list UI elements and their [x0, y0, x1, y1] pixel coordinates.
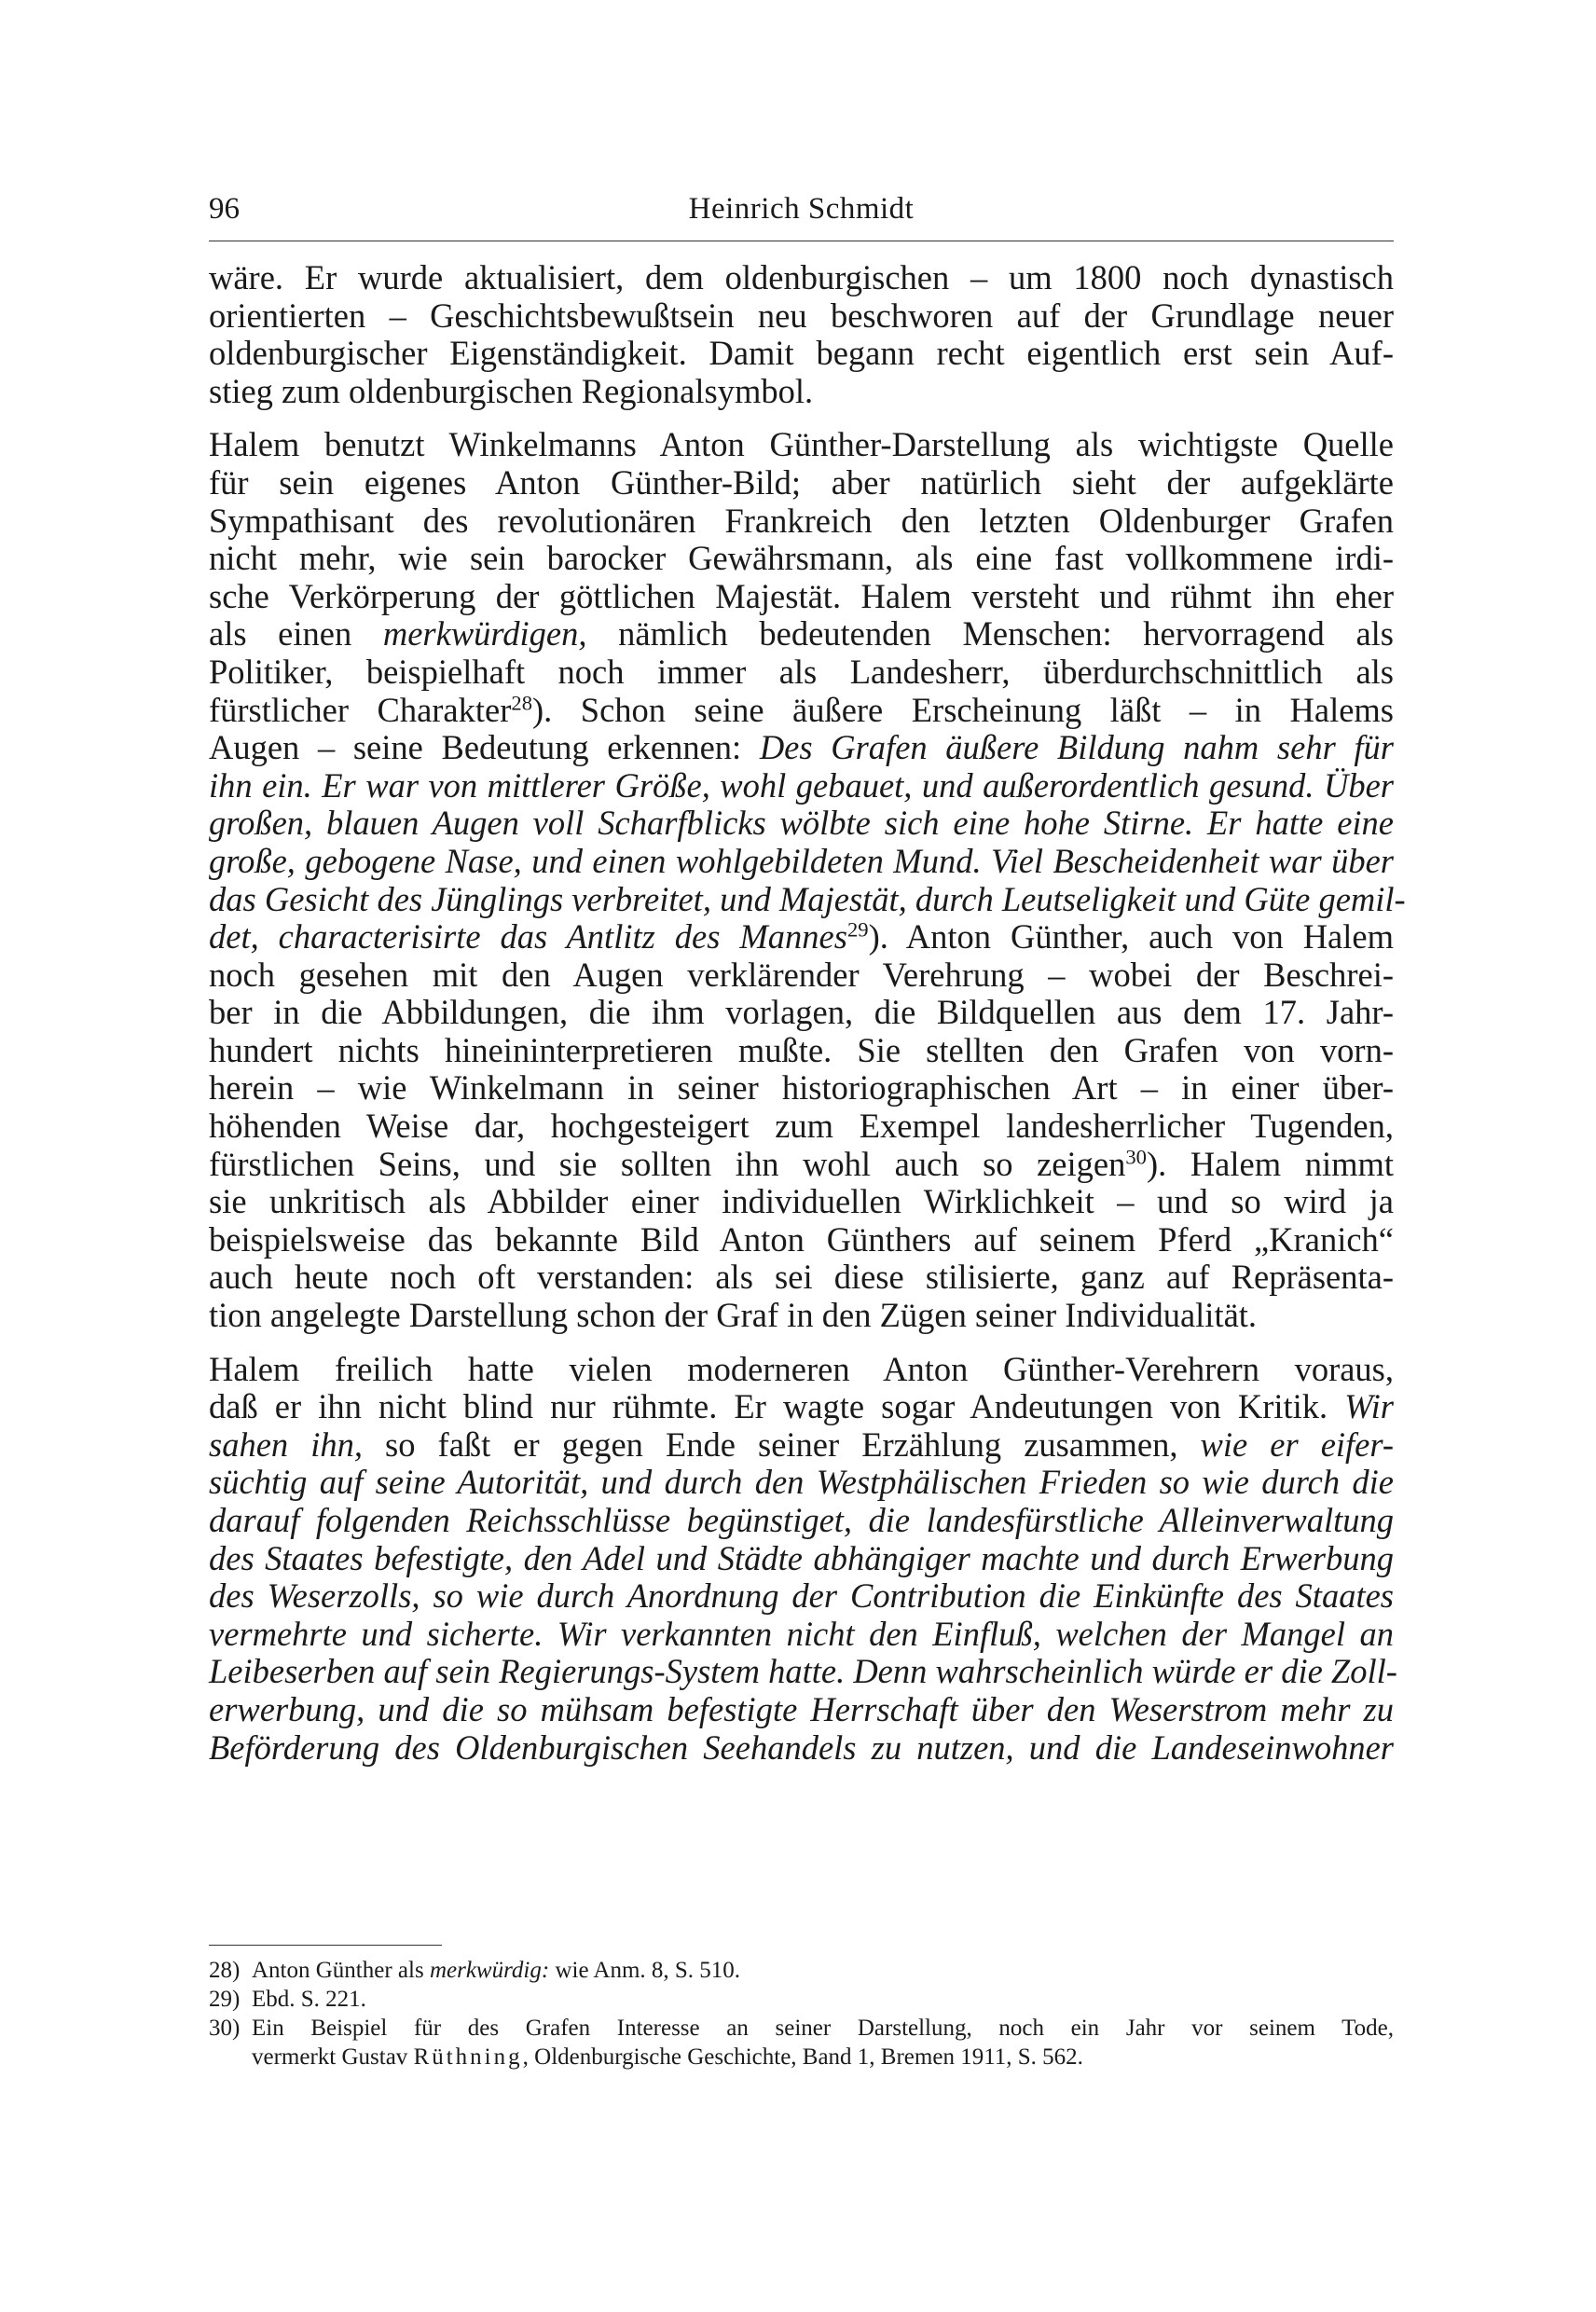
- text-line: [252, 2043, 1394, 2071]
- text-line: [209, 805, 1394, 843]
- footnote-ref-28[interactable]: 28: [511, 691, 533, 715]
- text-line: [209, 1691, 1394, 1729]
- text-run: vermerkt Gustav: [252, 2044, 414, 2070]
- text-line: [209, 1729, 1394, 1768]
- text-run: fürstlichen Seins, und sie sollten ihn wohl auch so zeigen: [209, 1144, 1126, 1183]
- text-line: Halem benutzt Winkelmanns Anton Günther-Darstellung als wichtigste Quelle: [209, 425, 1394, 464]
- text-line: tion angelegte Darstellung schon der Graf in den Zügen seiner Individualität.: [209, 1296, 1258, 1335]
- italic-run: des Weserzolls, so wie durch Anordnung der Contribution die Einkünfte des Staates: [209, 1576, 1394, 1616]
- italic-run: des Staates befestigte, den Adel und Städte abhängiger machte und durch Erwerbung: [209, 1538, 1394, 1577]
- footnote-29: [209, 1985, 1394, 2014]
- italic-run: merkwürdigen,: [382, 614, 587, 654]
- paragraph-1: [209, 259, 1394, 410]
- text-line: noch gesehen mit den Augen verklärender Verehrung – wobei der Beschrei-: [209, 955, 1394, 994]
- italic-run: das Gesicht des Jünglings verbreitet, und Majestät, durch Leutseligkeit und Güte gemil-: [209, 879, 1406, 918]
- text-line: oldenburgischer Eigenständigkeit. Damit begann recht eigentlich erst sein Auf-: [209, 334, 1394, 373]
- text-line: auch heute noch oft verstanden: als sei diese stilisierte, ganz auf Repräsenta-: [209, 1258, 1394, 1297]
- footnote-ref-30[interactable]: 30: [1125, 1145, 1147, 1169]
- text-line: höhenden Weise dar, hochgesteigert zum Exempel landesherrlicher Tugenden,: [209, 1107, 1394, 1146]
- text-line: [209, 692, 1394, 730]
- footnote-text: [252, 2014, 1394, 2071]
- text-run: ). Schon seine äußere Erscheinung läßt – in Halems: [532, 690, 1395, 729]
- text-line: beispielsweise das bekannte Bild Anton Günthers auf seinem Pferd „Kranich“: [209, 1219, 1394, 1259]
- text-line: für sein eigenes Anton Günther-Bild; aber natürlich sieht der aufgeklärte: [209, 462, 1394, 502]
- text-run: so faßt er gegen Ende seiner Erzählung zusammen,: [362, 1424, 1201, 1464]
- text-run: Anton Günther als: [252, 1958, 430, 1983]
- italic-run: merkwürdig:: [429, 1958, 550, 1983]
- text-run: als einen: [209, 614, 383, 654]
- footnote-ref-29[interactable]: 29: [846, 917, 869, 942]
- text-line: [209, 1577, 1394, 1616]
- text-run: wie Anm. 8, S. 510.: [549, 1958, 741, 1983]
- text-line: [209, 879, 1406, 919]
- italic-run: Beförderung des Oldenburgischen Seehandels zu nutzen, und die Landeseinwohner: [209, 1727, 1394, 1767]
- italic-run: Wir: [1344, 1387, 1394, 1426]
- text-line: Politiker, beispielhaft noch immer als Landesherr, überdurchschnittlich als: [209, 652, 1394, 691]
- running-head: Heinrich Schmidt: [688, 192, 915, 226]
- text-line: [209, 1652, 1397, 1691]
- text-line: [209, 1616, 1394, 1654]
- footnote-28: [209, 1956, 1394, 1985]
- text-line: [209, 1464, 1394, 1502]
- text-line: stieg zum oldenburgischen Regionalsymbol.: [209, 371, 814, 410]
- text-line: wäre. Er wurde aktualisiert, dem oldenburgischen – um 1800 noch dynastisch: [209, 258, 1394, 296]
- footnote-number: 30): [209, 2016, 241, 2041]
- text-line: ber in die Abbildungen, die ihm vorlagen, die Bildquellen aus dem 17. Jahr-: [209, 993, 1394, 1032]
- text-line: Halem freilich hatte vielen moderneren Anton Günther-Verehrern voraus,: [209, 1349, 1394, 1388]
- text-run: fürstlicher Charakter: [209, 690, 512, 729]
- text-line: orientierten – Geschichtsbewußtsein neu beschworen auf der Grundlage neuer: [209, 296, 1394, 335]
- italic-run: det, characterisirte das Antlitz des Mannes: [209, 917, 847, 956]
- italic-run: sahen ihn,: [209, 1424, 363, 1464]
- text-line: nicht mehr, wie sein barocker Gewährsmann, als eine fast vollkommene irdi-: [209, 539, 1394, 578]
- italic-run: große, gebogene Nase, und einen wohlgebildeten Mund. Viel Bescheidenheit war über: [209, 841, 1394, 880]
- page-header: [209, 192, 1394, 237]
- text-line: sche Verkörperung der göttlichen Majestät. Halem versteht und rühmt ihn eher: [209, 576, 1394, 615]
- text-run: ). Halem nimmt: [1146, 1144, 1395, 1183]
- text-line: [209, 1146, 1394, 1184]
- italic-run: ihn ein. Er war von mittlerer Größe, wohl gebauet, und außerordentlich gesund. Über: [209, 765, 1394, 805]
- footnotes: [209, 1956, 1394, 2071]
- text-line: [209, 918, 1394, 956]
- italic-run: süchtig auf seine Autorität, und durch den Westphälischen Frieden so wie durch die: [209, 1463, 1394, 1502]
- text-line: sie unkritisch als Abbilder einer individuellen Wirklichkeit – und so wird ja: [209, 1182, 1394, 1221]
- text-line: [209, 767, 1394, 805]
- text-line: [209, 1388, 1394, 1426]
- footnote-text: [252, 1956, 1394, 1985]
- footnote-text: Ebd. S. 221.: [252, 1987, 366, 2012]
- text-line: [209, 1426, 1394, 1465]
- text-line: [209, 615, 1394, 654]
- italic-run: großen, blauen Augen voll Scharfblicks wölbte sich eine hohe Stirne. Er hatte eine: [209, 804, 1394, 843]
- italic-run: erwerbung, und die so mühsam befestigte Herrschaft über den Weserstrom mehr zu: [209, 1689, 1394, 1728]
- text-line: [209, 1502, 1394, 1540]
- text-run: daß er ihn nicht blind nur rühmte. Er wagte sogar Andeutungen von Kritik.: [209, 1387, 1345, 1426]
- paragraph-2: [209, 425, 1406, 1335]
- text-run: , Oldenburgische Geschichte, Band 1, Bremen 1911, S. 562.: [522, 2044, 1083, 2070]
- text-line: [209, 729, 1394, 767]
- text-line: [209, 843, 1394, 881]
- text-line: hundert nichts hineininterpretieren mußte. Sie stellten den Grafen von vorn-: [209, 1030, 1394, 1069]
- text-run: Augen – seine Bedeutung erkennen:: [209, 728, 760, 767]
- text-line: [209, 1540, 1394, 1578]
- main-text: [209, 258, 1406, 1782]
- text-run: nämlich bedeutenden Menschen: hervorragend als: [586, 614, 1394, 654]
- italic-run: vermehrte und sicherte. Wir verkannten nicht den Einfluß, welchen der Mangel an: [209, 1614, 1394, 1653]
- text-line: Ein Beispiel für des Grafen Interesse an seiner Darstellung, noch ein Jahr vor seinem Tode,: [252, 2016, 1394, 2041]
- italic-run: darauf folgenden Reichsschlüsse begünstiget, die landesfürstliche Alleinverwaltung: [209, 1501, 1394, 1539]
- footnote-30: [209, 2014, 1394, 2071]
- text-line: Sympathisant des revolutionären Frankreich den letzten Oldenburger Grafen: [209, 501, 1394, 540]
- text-line: herein – wie Winkelmann in seiner historiographischen Art – in einer über-: [209, 1068, 1394, 1108]
- paragraph-3: [209, 1349, 1397, 1768]
- footnote-number: 29): [209, 1987, 241, 2012]
- footnote-rule: [209, 1945, 442, 1946]
- text-run: ). Anton Günther, auch von Halem: [868, 917, 1394, 956]
- italic-run: Des Grafen äußere Bildung nahm sehr für: [759, 728, 1395, 767]
- page-number: 96: [209, 192, 240, 226]
- footnote-number: 28): [209, 1958, 241, 1983]
- italic-run: Leibeserben auf sein Regierungs-System hatte. Denn wahrscheinlich würde er die Zoll-: [209, 1652, 1397, 1691]
- author-name: Rüthning: [413, 2044, 523, 2070]
- italic-run: wie er eifer-: [1200, 1424, 1395, 1464]
